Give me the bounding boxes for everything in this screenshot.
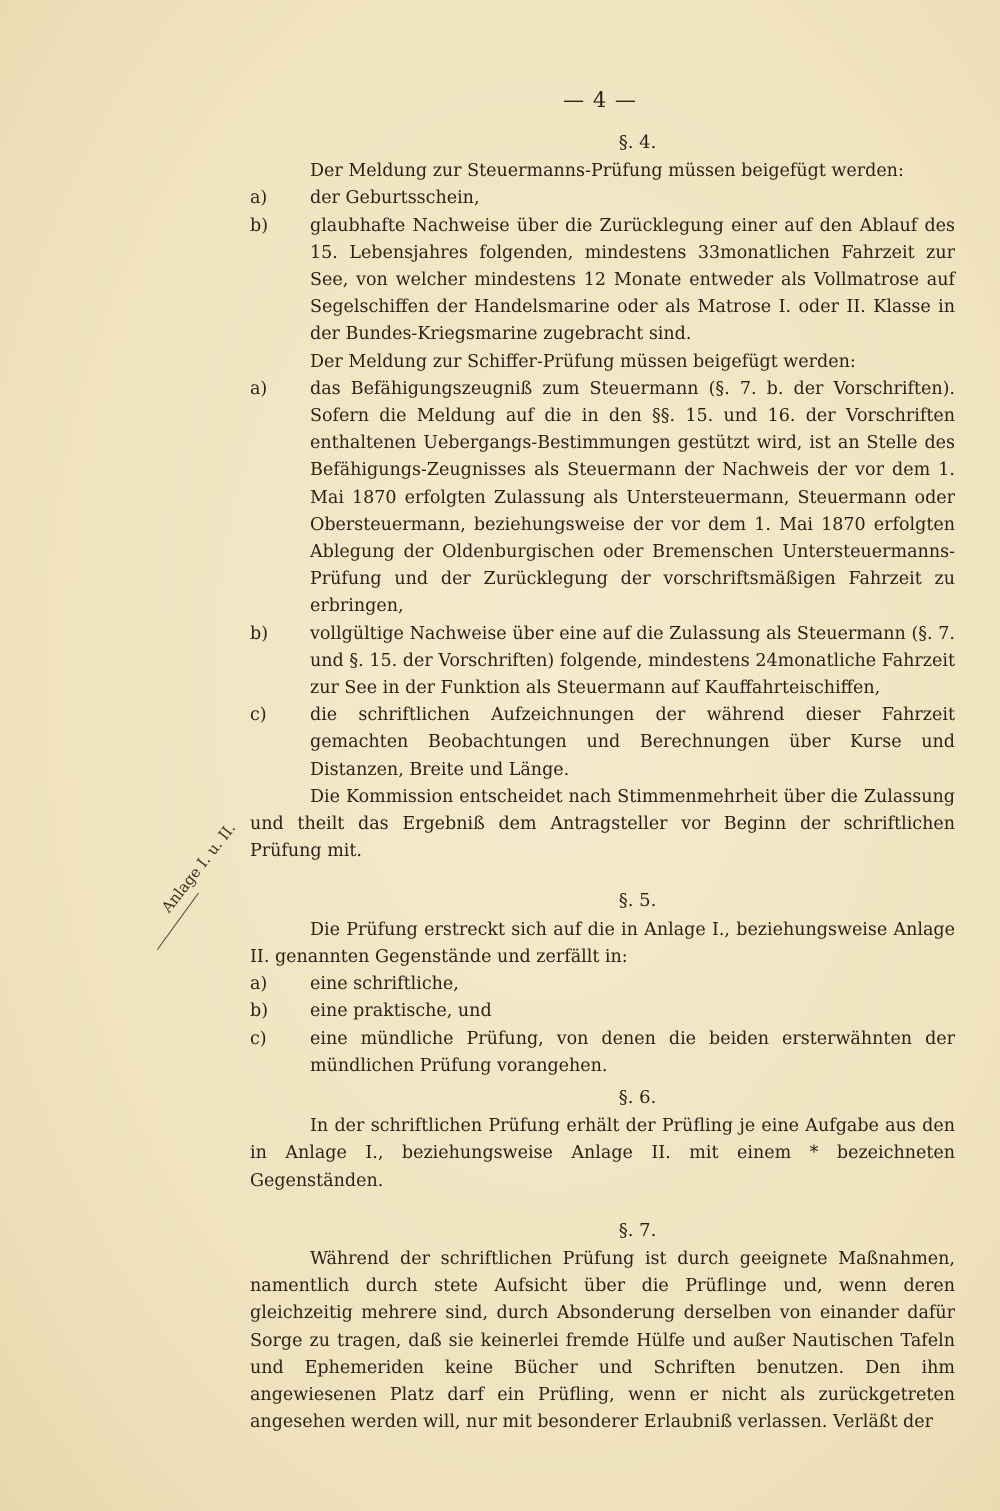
list-text: eine schriftliche,: [310, 974, 459, 995]
margin-note: Anlage I. u. II.: [158, 819, 240, 917]
list-item: [250, 1026, 955, 1080]
body-text: [250, 125, 955, 1436]
list-item: [250, 971, 955, 998]
page-number: — 4 —: [563, 88, 637, 112]
list-label: a): [250, 974, 268, 995]
list-text: das Befähigungszeugniß zum Steuermann (§. 7. b. der Vorschriften). Sofern die Meldung auf die in den §§. 15. und 16. der Vorschriften enthaltenen Uebergangs-Bestimmungen gestützt wird, ist an Stelle des Befähigungs-Zeugnisses als Steuermann der Nachweis der vor dem 1. Mai 1870 erfolgten Zulassung als Untersteuermann, Steuermann oder Obersteuermann, beziehungsweise der vor dem 1. Mai 1870 erfolgten Ablegung der Oldenburgischen oder Bremenschen Untersteuermanns-Prüfung und der Zurücklegung der vorschriftsmäßigen Fahrzeit zu erbringen,: [310, 378, 955, 617]
list-text: eine praktische, und: [310, 1001, 492, 1022]
list-item: [250, 998, 955, 1025]
list-label: b): [250, 1001, 269, 1022]
list-item: [250, 621, 955, 703]
list-text: glaubhafte Nachweise über die Zurücklegung einer auf den Ablauf des 15. Lebensjahres folgenden, mindestens 33monatlichen Fahrzeit zur See, von welcher mindestens 12 Monate entweder als Vollmatrose auf Segelschiffen der Handelsmarine oder als Matrose I. oder II. Klasse in der Bundes-Kriegsmarine zugebracht sind.: [310, 215, 955, 345]
paragraph: Während der schriftlichen Prüfung ist durch geeignete Maßnahmen, namentlich durch stete Aufsicht über die Prüflinge und, wenn deren gleichzeitig mehrere sind, durch Absonderung derselben von einander dafür Sorge zu tragen, daß sie keinerlei fremde Hülfe und außer Nautischen Tafeln und Ephemeriden keine Bücher und Schriften benutzen. Den ihm angewiesenen Platz darf ein Prüfling, wenn er nicht als zurückgetreten angesehen werden will, nur mit besonderer Erlaubniß verlassen. Verläßt der: [250, 1248, 955, 1433]
list-item: [250, 213, 955, 349]
list-item: [250, 702, 955, 784]
list-label: a): [250, 188, 268, 209]
section-heading-5: §. 5.: [618, 890, 657, 912]
list-text: der Geburtsschein,: [310, 188, 480, 209]
list-text: vollgültige Nachweise über eine auf die Zulassung als Steuermann (§. 7. und §. 15. der Vorschriften) folgende, mindestens 24monatliche Fahrzeit zur See in der Funktion als Steuermann auf Kauffahrteischiffen,: [310, 623, 955, 699]
paragraph: Der Meldung zur Schiffer-Prüfung müssen beigefügt werden:: [310, 351, 856, 372]
section-heading-7: §. 7.: [618, 1219, 657, 1241]
list-label: a): [250, 378, 268, 399]
paragraph: In der schriftlichen Prüfung erhält der Prüfling je eine Aufgabe aus den in Anlage I., beziehungsweise Anlage II. mit einem * bezeichneten Gegenständen.: [250, 1116, 955, 1191]
section-heading-6: §. 6.: [618, 1086, 657, 1108]
list-text: eine mündliche Prüfung, von denen die beiden ersterwähnten der mündlichen Prüfung vorangehen.: [310, 1028, 955, 1076]
list-label: c): [250, 1028, 267, 1049]
paragraph: Die Prüfung erstreckt sich auf die in Anlage I., beziehungsweise Anlage II. genannten Gegenstände und zerfällt in:: [250, 919, 955, 967]
list-label: c): [250, 705, 267, 726]
list-item: [250, 185, 955, 212]
paragraph: Die Kommission entscheidet nach Stimmenmehrheit über die Zulassung und theilt das Ergebniß dem Antragsteller vor Beginn der schriftlichen Prüfung mit.: [250, 786, 955, 862]
list-item: [250, 376, 955, 621]
section-heading-4: §. 4.: [618, 132, 657, 153]
paragraph: Der Meldung zur Steuermanns-Prüfung müssen beigefügt werden:: [310, 161, 904, 182]
list-label: b): [250, 623, 269, 644]
list-label: b): [250, 215, 269, 236]
list-text: die schriftlichen Aufzeichnungen der während dieser Fahrzeit gemachten Beobachtungen und Berechnungen über Kurse und Distanzen, Breite und Länge.: [310, 705, 955, 780]
